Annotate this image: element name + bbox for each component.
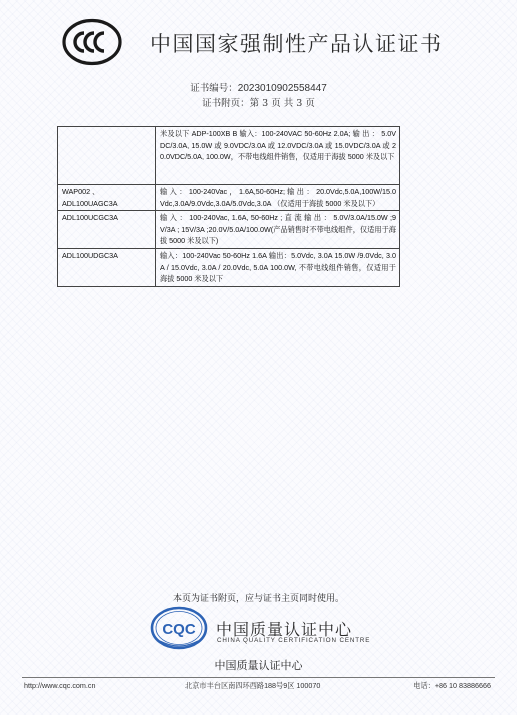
address-text: 北京市丰台区南四环西路188号9区 100070: [185, 681, 321, 690]
model-cell: WAP002 、 ADL100UAGC3A: [58, 185, 156, 211]
cqc-name-chinese: 中国质量认证中心: [216, 620, 353, 639]
table-row: [58, 248, 400, 286]
certificate-title: 中国国家强制性产品认证证书: [150, 32, 443, 56]
table-row: [58, 185, 400, 211]
table-row: [58, 127, 400, 185]
website-link[interactable]: http://www.cqc.com.cn: [24, 681, 96, 690]
footer-divider: [22, 677, 495, 678]
telephone-text: 电话：+86 10 83886666: [413, 681, 491, 690]
spec-cell: 输 入 ： 100-240Vac ， 1.6A,50-60Hz; 输 出 ： 20.0Vdc,5.0A,100W/15.0Vdc,3.0A/9.0Vdc,3.0A/5.0Vdc,3.0A （仅适用于海拔 5000 米及以下）: [156, 185, 400, 211]
appendix-page-info: 证书附页：第 3 页 共 3 页: [202, 98, 315, 109]
spec-cell: 输 入 ： 100-240Vac, 1.6A, 50-60Hz ; 直 流 输 出 ： 5.0V/3.0A/15.0W ;9V/3A ; 15V/3A ;20.0V/5.0A/100.0W(产品销售时不带电线组件，仅适用于海拔 5000 米及以下): [156, 211, 400, 249]
issuing-center-name: 中国质量认证中心: [214, 659, 303, 672]
ccc-mark-icon: [62, 18, 122, 66]
product-table: [57, 126, 400, 287]
cert-number-line: [0, 80, 517, 94]
cert-number: 2023010902558447: [237, 83, 327, 94]
spec-cell: 输入：100-240Vac 50-60Hz 1.6A 输出：5.0Vdc, 3.0A 15.0W /9.0Vdc, 3.0A / 15.0Vdc, 3.0A / 20.0Vdc, 5.0A 100.0W, 不带电线组件销售，仅适用于海拔 5000 米及以下: [156, 248, 400, 286]
table-row: [58, 211, 400, 249]
cert-number-label: 证书编号：: [190, 83, 238, 94]
model-cell: ADL100UDGC3A: [58, 248, 156, 286]
spec-cell: 米及以下 ADP-100XB B 输入：100-240VAC 50-60Hz 2.0A; 输 出 ： 5.0VDC/3.0A, 15.0W 或 9.0VDC/3.0A 或 12.0VDC/3.0A 或 15.0VDC/3.0A 或 20.0VDC/5.0A, 100.0W，不带电线组件销售，仅适用于海拔 5000 米及以下: [156, 127, 400, 185]
svg-text:CCC: CCC: [62, 18, 65, 19]
model-cell: ADL100UCGC3A: [58, 211, 156, 249]
model-cell: [58, 127, 156, 185]
svg-text:CQC: CQC: [162, 621, 196, 638]
appendix-notice: 本页为证书附页，应与证书主页同时使用。: [172, 594, 344, 604]
cqc-logo-icon: [150, 605, 208, 651]
cqc-name-english: CHINA QUALITY CERTIFICATION CENTRE: [217, 637, 371, 644]
